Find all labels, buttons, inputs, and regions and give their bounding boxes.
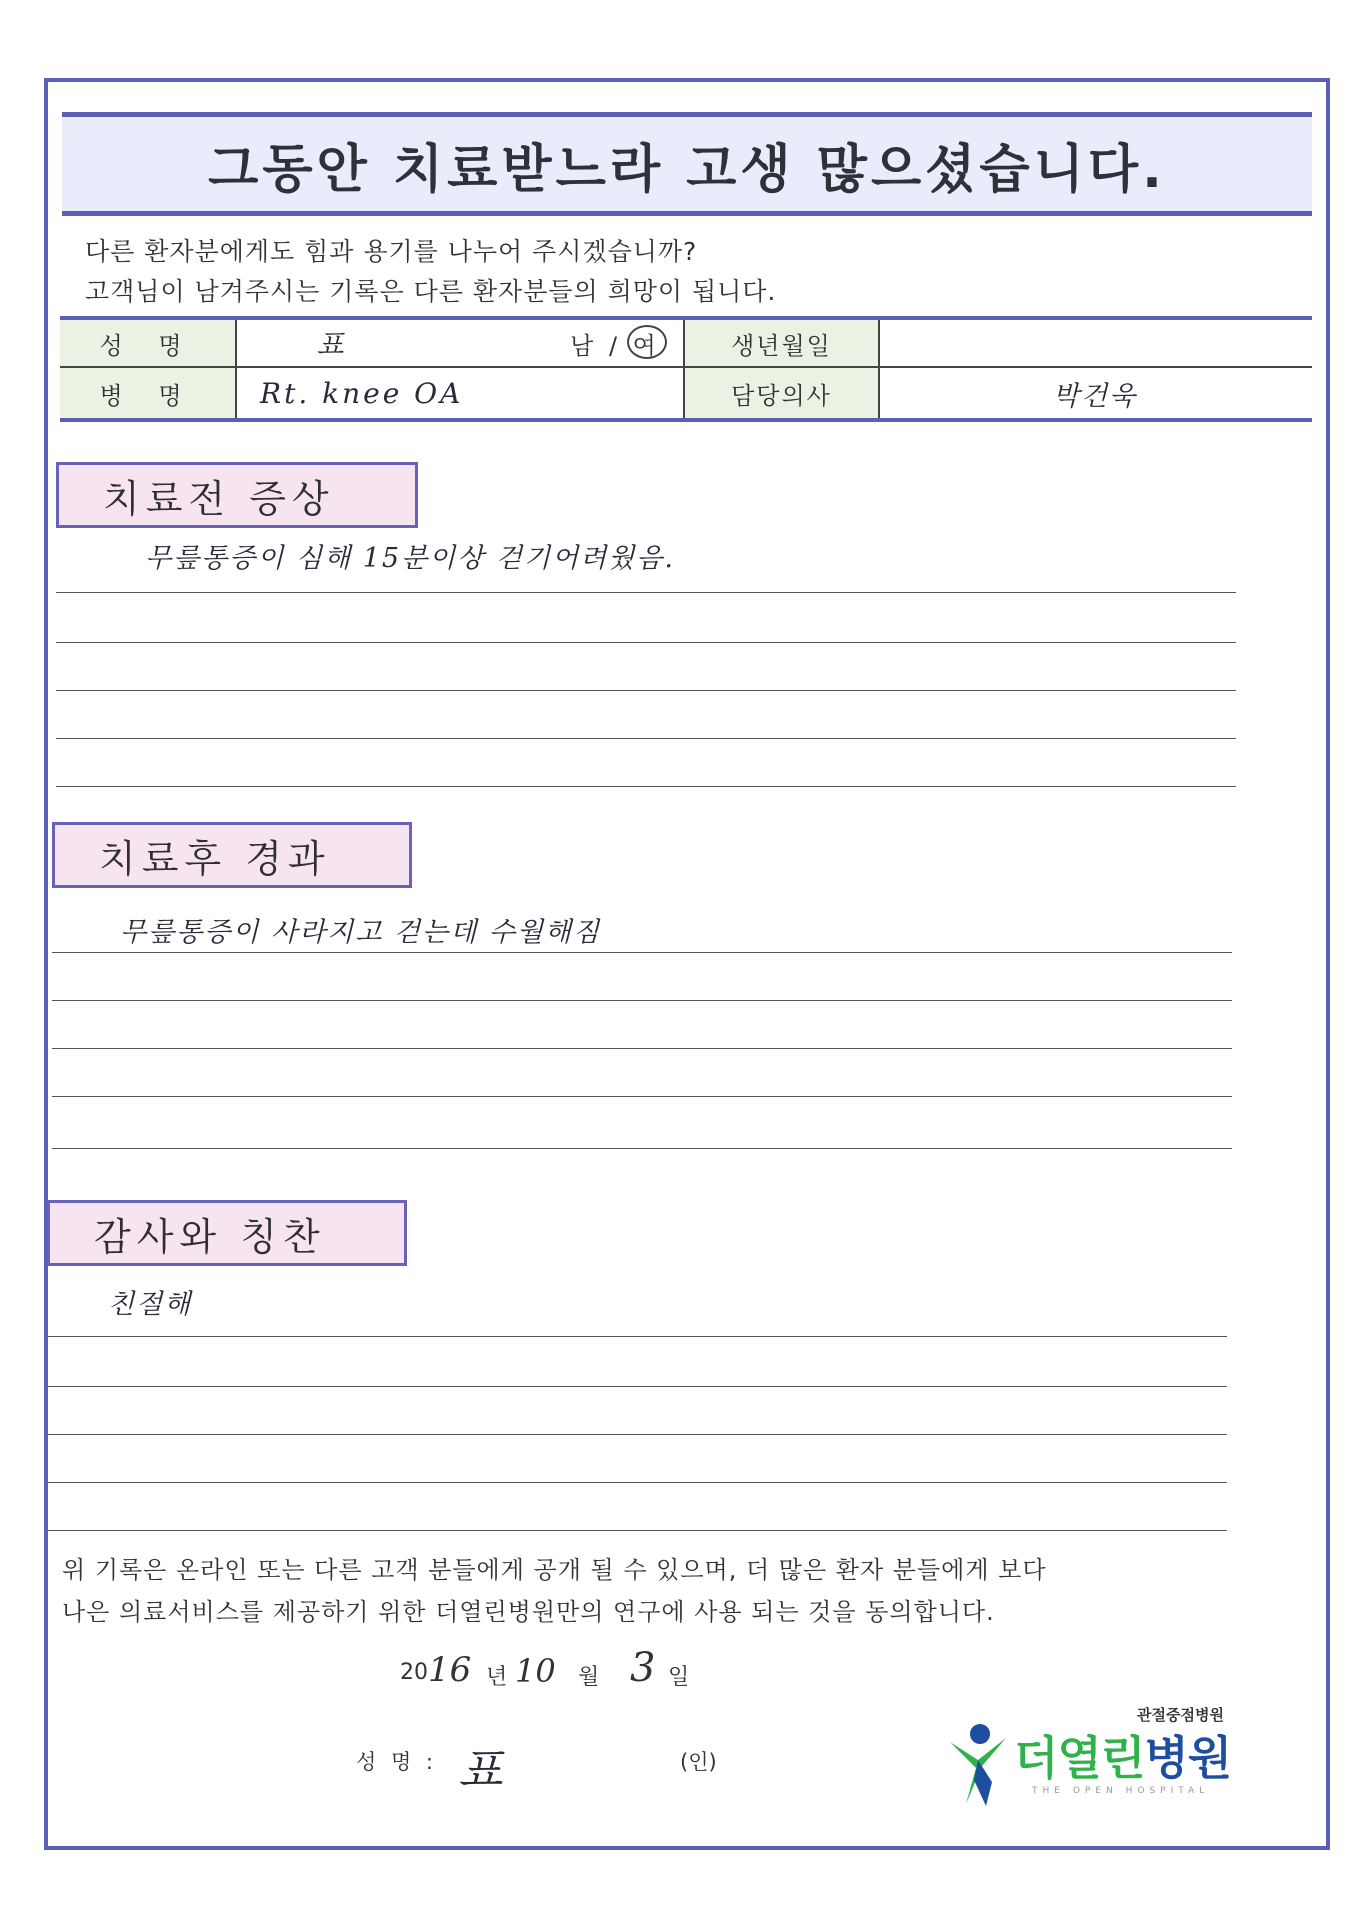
- section-after-heading: 치료후 경과: [52, 822, 412, 888]
- writing-line: [56, 642, 1236, 643]
- date-month-unit: 월: [578, 1665, 600, 1690]
- info-table: [60, 316, 1312, 422]
- writing-line: [52, 1000, 1232, 1001]
- section-thanks-heading: 감사와 칭찬: [47, 1200, 407, 1266]
- writing-line: [52, 1148, 1232, 1149]
- writing-line: [47, 1386, 1227, 1387]
- writing-line: [56, 786, 1236, 787]
- logo-name: [1014, 1722, 1231, 1788]
- disease-label: 병 명: [60, 368, 235, 418]
- gender-label: 남 / 여: [570, 331, 660, 360]
- date-year-prefix: 20: [400, 1660, 428, 1685]
- writing-line: [47, 1434, 1227, 1435]
- doctor-value: 박건욱: [1052, 380, 1138, 412]
- gender-circle-mark: [627, 325, 667, 359]
- signature-value: 표: [458, 1743, 503, 1797]
- section-after-text: 무릎통증이 사라지고 걷는데 수월해짐: [120, 917, 602, 948]
- logo-figure-icon: [948, 1720, 1018, 1810]
- logo-english: THE OPEN HOSPITAL: [1032, 1786, 1210, 1796]
- logo-name-dark: 병원: [1144, 1731, 1232, 1785]
- writing-line: [52, 1048, 1232, 1049]
- writing-line: [52, 952, 1232, 953]
- birth-label: 생년월일: [685, 320, 878, 366]
- writing-line: [56, 690, 1236, 691]
- table-divider: [235, 320, 237, 418]
- intro-line-2: 고객님이 남겨주시는 기록은 다른 환자분들의 희망이 됩니다.: [85, 277, 777, 306]
- date-month: 10: [515, 1652, 556, 1690]
- writing-line: [56, 592, 1236, 593]
- hospital-logo: [948, 1704, 1232, 1814]
- writing-line: [52, 1096, 1232, 1097]
- page-title: 그동안 치료받느라 고생 많으셨습니다.: [208, 139, 1166, 200]
- name-value: 표: [316, 328, 344, 361]
- section-before-heading: 치료전 증상: [56, 462, 418, 528]
- title-band: [62, 112, 1312, 216]
- doctor-label: 담당의사: [685, 368, 878, 418]
- writing-line: [47, 1482, 1227, 1483]
- disease-value: Rt. knee OA: [260, 376, 464, 410]
- signature-label: 성 명 :: [356, 1750, 437, 1774]
- date-day: 3: [630, 1645, 656, 1691]
- intro-line-1: 다른 환자분에게도 힘과 용기를 나누어 주시겠습니까?: [85, 237, 698, 266]
- consent-line-1: 위 기록은 온라인 또는 다른 고객 분들에게 공개 될 수 있으며, 더 많은 환자 분들에게 보다: [62, 1556, 1047, 1584]
- writing-line: [47, 1530, 1227, 1531]
- section-thanks-text: 친절해: [108, 1289, 193, 1320]
- section-before-text: 무릎통증이 심해 15분이상 걷기어려웠음.: [145, 543, 675, 574]
- date-year-unit: 년: [486, 1665, 508, 1690]
- date-day-unit: 일: [668, 1665, 690, 1690]
- logo-tagline: 관절중점병원: [1137, 1706, 1224, 1724]
- birth-value[interactable]: [880, 320, 1310, 366]
- name-label: 성 명: [60, 320, 235, 366]
- logo-name-green: 더열린: [1014, 1731, 1145, 1785]
- consent-line-2: 나은 의료서비스를 제공하기 위한 더열린병원만의 연구에 사용 되는 것을 동의합니다.: [62, 1598, 995, 1626]
- writing-line: [56, 738, 1236, 739]
- writing-line: [47, 1336, 1227, 1337]
- signature-seal: (인): [680, 1750, 717, 1774]
- date-year-suffix: 16: [428, 1650, 472, 1690]
